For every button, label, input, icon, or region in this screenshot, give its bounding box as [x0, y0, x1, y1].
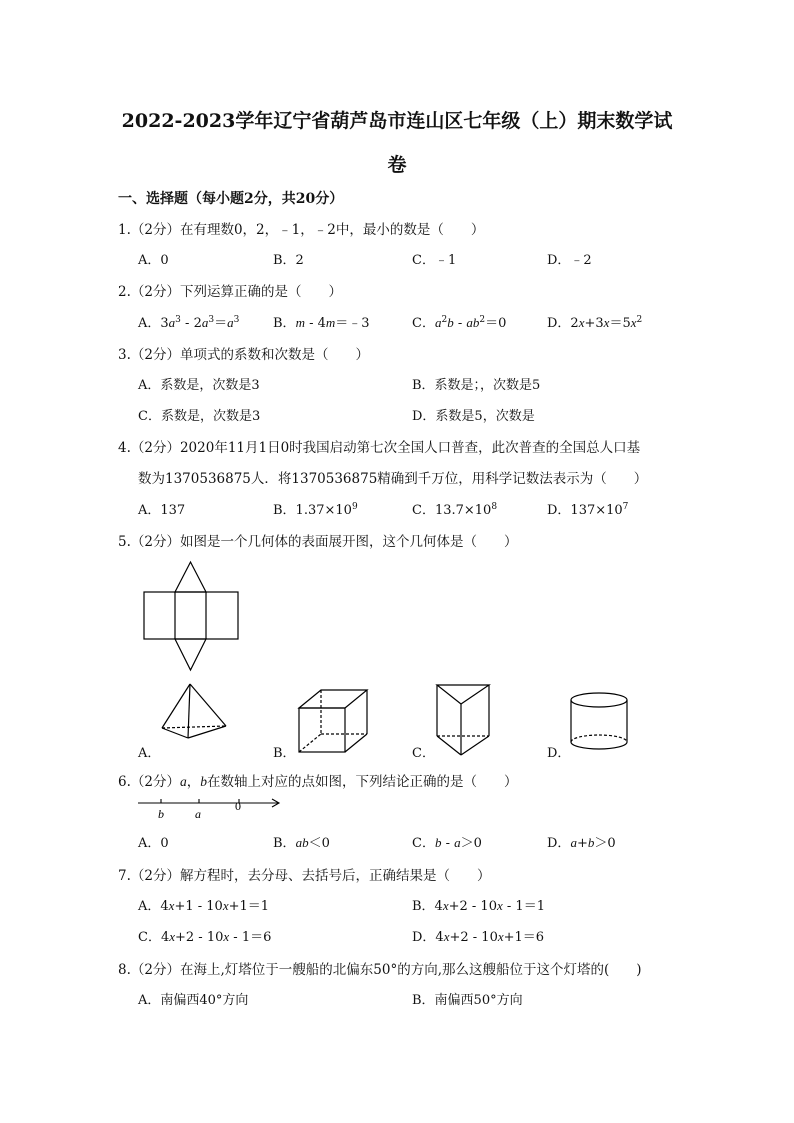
question-7: 7.（2分）解方程时，去分母、去括号后，正确结果是（ ） — [118, 868, 491, 884]
section-heading: 一、选择题（每小题2分，共20分） — [118, 191, 344, 207]
q5-option-d: D． — [547, 746, 571, 761]
question-8: 8.（2分）在海上,灯塔位于一艘船的北偏东50°的方向,那么这艘船位于这个灯塔的( ) — [118, 962, 642, 978]
q4-option-a: A．137 — [138, 503, 186, 518]
q7-option-b: B．4x+2 - 10x - 1＝1 — [412, 898, 545, 914]
axis-label-zero: 0 — [235, 799, 241, 813]
cube-icon — [296, 688, 372, 754]
q7-option-a: A．4x+1 - 10x+1＝1 — [138, 898, 270, 914]
q5-option-c: C． — [412, 746, 435, 761]
q7-option-c: C．4x+2 - 10x - 1＝6 — [138, 929, 272, 945]
q8-option-a: A．南偏西40°方向 — [138, 993, 249, 1008]
pyramid-icon — [158, 680, 230, 742]
question-4-line2: 数为1370536875人．将1370536875精确到千万位，用科学记数法表示为（ ） — [138, 471, 648, 487]
number-line-figure — [136, 796, 286, 822]
q2-option-c: C．$a^2b - ab^2=0$ — [412, 315, 507, 331]
axis-label-b: b — [158, 807, 164, 821]
question-1: 1.（2分）在有理数0，2，﹣1，﹣2中，最小的数是（ ） — [118, 222, 485, 238]
question-4-line1: 4.（2分）2020年11月1日0时我国启动第七次全国人口普查，此次普查的全国总人口基 — [118, 440, 641, 456]
q3-option-a: A．系数是，次数是3 — [138, 378, 260, 393]
question-6: 6.（2分）a，b在数轴上对应的点如图，下列结论正确的是（ ） — [118, 774, 518, 790]
q3-option-c: C．系数是，次数是3 — [138, 409, 261, 424]
q3-option-d: D．系数是5，次数是 — [412, 409, 535, 424]
page-title-line1: 2022-2023学年辽宁省葫芦岛市连山区七年级（上）期末数学试 — [121, 110, 673, 132]
q6-option-c: C．b - a＞0 — [412, 835, 482, 851]
q6-option-b: B．ab＜0 — [273, 835, 330, 851]
q3-option-b: B．系数是；，次数是5 — [412, 378, 541, 393]
q1-option-b: B．2 — [273, 253, 304, 268]
question-5: 5.（2分）如图是一个几何体的表面展开图，这个几何体是（ ） — [118, 534, 518, 550]
q8-option-b: B．南偏西50°方向 — [412, 993, 523, 1008]
triangular-prism-icon — [434, 682, 494, 758]
q2-option-a: A．$3a^3 - 2a^3=a^3$ — [138, 315, 240, 331]
q1-option-c: C．﹣1 — [412, 253, 457, 268]
q5-option-a: A． — [138, 746, 161, 761]
q1-option-d: D．﹣2 — [547, 253, 592, 268]
q2-option-b: B．m - 4m＝﹣3 — [273, 315, 370, 331]
question-2: 2.（2分）下列运算正确的是（ ） — [118, 284, 342, 300]
q6-option-d: D．a+b＞0 — [547, 835, 616, 851]
prism-net-figure — [138, 556, 248, 676]
q5-option-b: B． — [273, 746, 296, 761]
cylinder-icon — [568, 690, 630, 754]
q4-option-b: B．$1.37\times 10^9$ — [273, 502, 358, 518]
q2-option-d: D．$2x+3x=5x^2$ — [547, 315, 643, 331]
q6-option-a: A．0 — [138, 836, 169, 851]
page-title-line2: 卷 — [387, 154, 407, 176]
question-3: 3.（2分）单项式的系数和次数是（ ） — [118, 347, 369, 363]
q7-option-d: D．4x+2 - 10x+1＝6 — [412, 929, 545, 945]
q1-option-a: A．0 — [138, 253, 169, 268]
axis-label-a: a — [195, 807, 201, 821]
q4-option-d: D．$137\times 10^7$ — [547, 502, 629, 518]
q4-option-c: C．$13.7\times 10^8$ — [412, 502, 498, 518]
